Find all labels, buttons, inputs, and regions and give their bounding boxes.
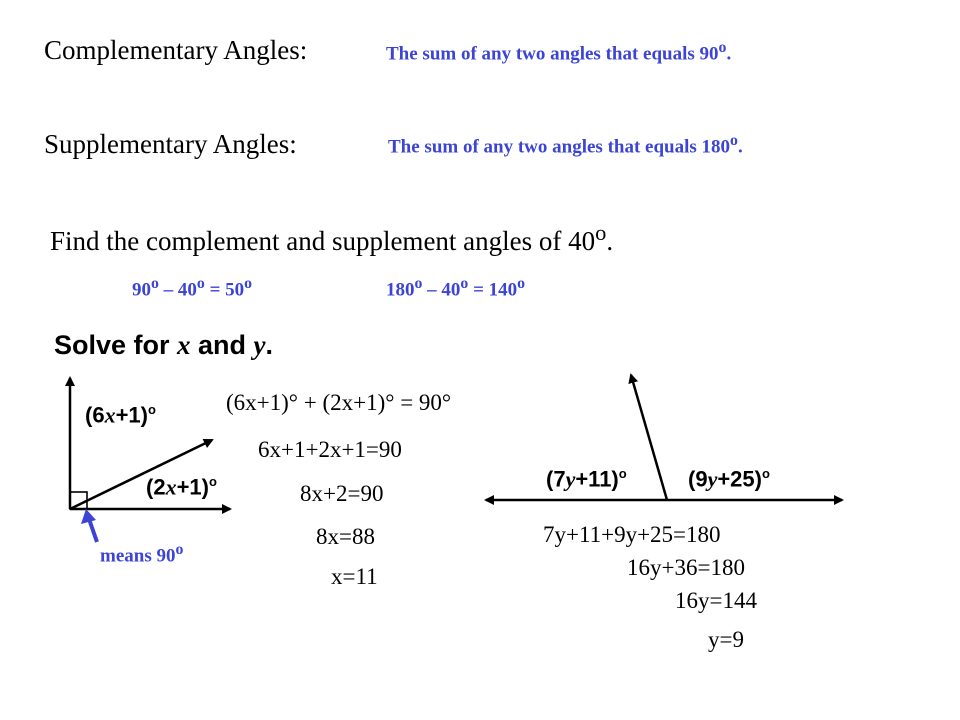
solve-heading: Solve for x and y. [54, 330, 274, 360]
equation-y-4: y=9 [708, 627, 744, 652]
equation-x-4: 8x=88 [316, 524, 375, 549]
right-angle-note: means 90$^o$ [100, 541, 184, 567]
complement-calculation: 90$^o$ – 40$^o$ = 50$^o$ [132, 275, 253, 301]
angle-6x-plus-1-label: $(6x+1)^o$ [85, 402, 156, 428]
angle-2x-plus-1-label: $(2x+1)^o$ [146, 474, 217, 500]
equation-y-3: 16y=144 [675, 588, 757, 613]
equation-x-5: x=11 [331, 564, 378, 589]
supplementary-term: Supplementary Angles: [44, 129, 297, 159]
question: Find the complement and supplement angles of 40$^o$. [50, 220, 614, 256]
angle-7y-plus-11-label: $(7y+11)^o$ [546, 466, 627, 492]
supplementary-definition: The sum of any two angles that equals 180$^o$. [388, 132, 743, 158]
equation-x-3: 8x+2=90 [300, 481, 384, 506]
equation-x-1: (6x+1)° + (2x+1)° = 90° [226, 390, 452, 415]
pointer-arrowhead [81, 509, 96, 524]
equation-y-1: 7y+11+9y+25=180 [543, 522, 721, 547]
equation-x-2: 6x+1+2x+1=90 [258, 437, 402, 462]
supplement-calculation: 180$^o$ – 40$^o$ = 140$^o$ [386, 275, 526, 301]
pointer-arrow [89, 519, 97, 542]
complementary-term: Complementary Angles: [44, 35, 308, 65]
diagram2-slanted-ray [631, 375, 667, 500]
equation-y-2: 16y+36=180 [627, 555, 745, 580]
angle-9y-plus-25-label: $(9y+25)^o$ [688, 466, 770, 492]
complementary-definition: The sum of any two angles that equals 90$^o$. [386, 39, 732, 65]
